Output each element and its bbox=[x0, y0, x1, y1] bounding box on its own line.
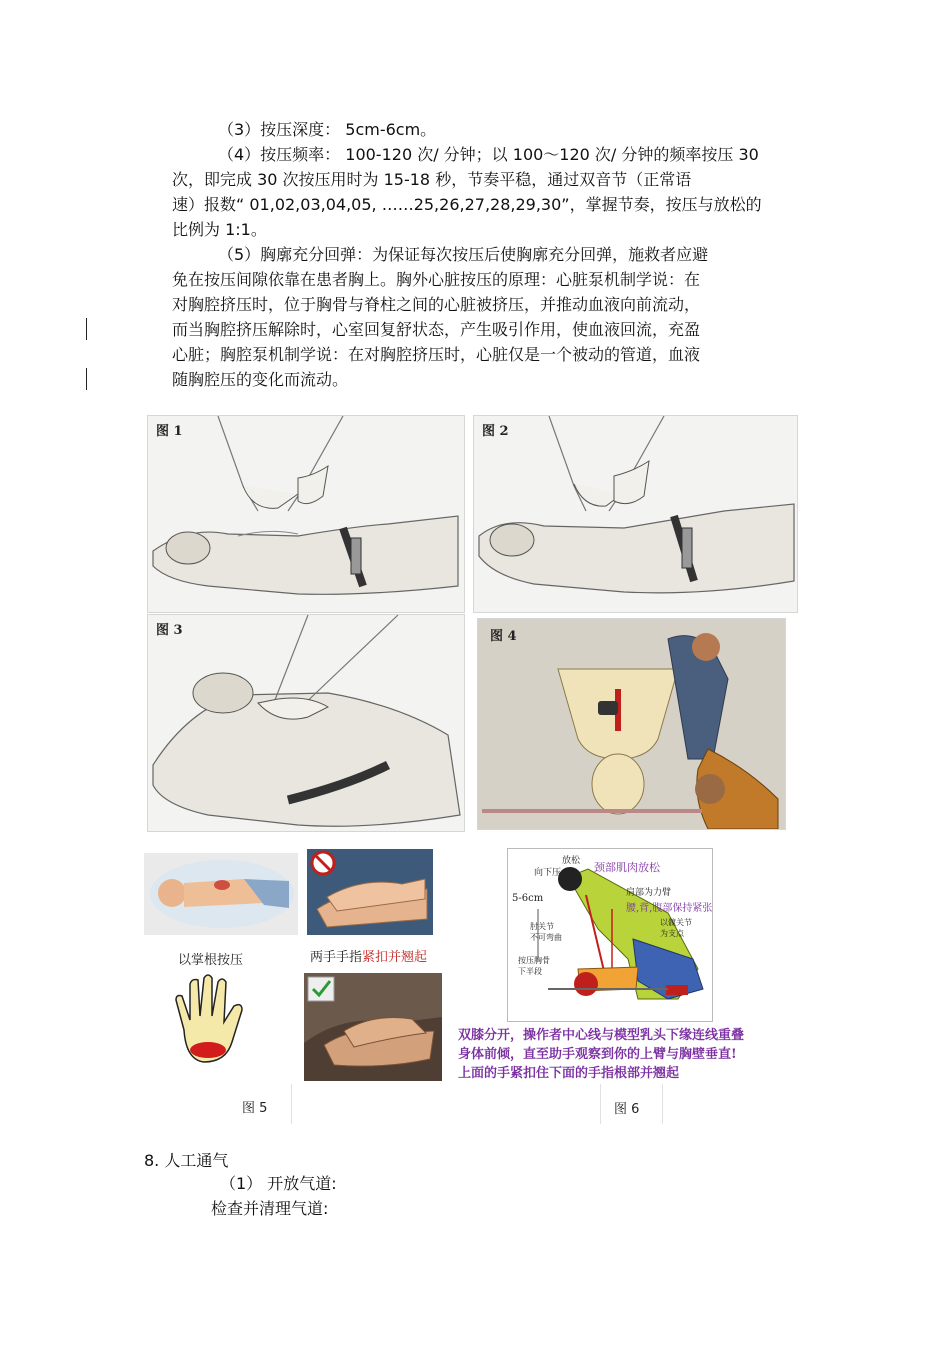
figure-6-label: 图 6 bbox=[614, 1102, 640, 1117]
tag-shoulder-lever: 肩部为力臂 bbox=[626, 888, 672, 898]
para-rate-line1: （4）按压频率： 100-120 次/ 分钟；以 100～120 次/ 分钟的频率按压 30 bbox=[218, 145, 759, 164]
figure-panel-1 bbox=[147, 415, 465, 613]
para-recoil-line2: 免在按压间隙依靠在患者胸上。胸外心脏按压的原理：心脏泵机制学说：在 bbox=[172, 270, 701, 289]
note-line-3: 上面的手紧扣住下面的手指根部并翘起 bbox=[458, 1066, 680, 1081]
hands-interlocked-illustration bbox=[304, 973, 442, 1081]
para-recoil-line1: （5）胸廓充分回弹：为保证每次按压后使胸廓充分回弹，施救者应避 bbox=[218, 245, 709, 264]
caption-fingers-b: 紧扣并翘起 bbox=[362, 950, 428, 965]
palm-diagram bbox=[168, 970, 252, 1066]
note-line-1: 双膝分开，操作者中心线与模型乳头下缘连线重叠 bbox=[458, 1028, 745, 1043]
photo-hands-correct bbox=[304, 973, 442, 1081]
posture-diagram bbox=[507, 848, 713, 1022]
tag-neck-relax: 颈部肌肉放松 bbox=[594, 861, 660, 874]
tag-press-down: 向下压 bbox=[534, 868, 562, 878]
para-rate-line3: 速）报数“ 01,02,03,04,05, ……25,26,27,28,29,30”，掌握节奏，按压与放松的 bbox=[172, 195, 762, 214]
tag-sternum-lower: 按压胸骨 下半段 bbox=[518, 956, 550, 976]
divider bbox=[291, 1084, 292, 1124]
section-heading-ventilation: 8. 人工通气 bbox=[144, 1151, 229, 1170]
figure-label-2: 图 2 bbox=[482, 424, 509, 439]
change-bar bbox=[86, 318, 87, 340]
palm-heel-icon bbox=[168, 970, 252, 1066]
figure-label-1: 图 1 bbox=[156, 424, 183, 439]
para-depth: （3）按压深度： 5cm-6cm。 bbox=[218, 120, 437, 139]
tag-depth: 5-6cm bbox=[512, 893, 544, 904]
cpr-sketch-hand-position bbox=[148, 416, 464, 612]
figure-label-3: 图 3 bbox=[156, 623, 183, 638]
tag-elbow-straight: 肘关节 不可弯曲 bbox=[530, 922, 562, 942]
subsection-open-airway: （1） 开放气道: bbox=[220, 1174, 337, 1193]
caption-fingers-a: 两手手指 bbox=[310, 950, 363, 965]
para-rate-line4: 比例为 1:1。 bbox=[172, 220, 267, 239]
divider bbox=[600, 1084, 601, 1124]
para-recoil-line5: 心脏；胸腔泵机制学说：在对胸腔挤压时，心脏仅是一个被动的管道，血液 bbox=[172, 345, 701, 364]
cpr-diagram-chest-compression bbox=[478, 619, 785, 829]
tag-hip-fulcrum: 以髋关节 为支点 bbox=[660, 918, 692, 938]
photo-torso bbox=[144, 853, 298, 935]
photo-hands-wrong bbox=[307, 849, 433, 935]
note-line-2: 身体前倾，直至助手观察到你的上臂与胸壁垂直! bbox=[458, 1047, 737, 1062]
tag-core-tight: 腰,背,腹部保持紧张 bbox=[626, 903, 713, 914]
text-block bbox=[172, 117, 812, 392]
divider bbox=[662, 1084, 663, 1124]
tag-relax: 放松 bbox=[562, 856, 581, 866]
caption-fingers-interlock bbox=[310, 946, 427, 965]
para-recoil-line6: 随胸腔压的变化而流动。 bbox=[172, 370, 349, 389]
cpr-sketch-hand-stacked bbox=[474, 416, 797, 612]
subsection-clear-airway: 检查并清理气道: bbox=[211, 1199, 329, 1218]
para-recoil-line4: 而当胸腔挤压解除时，心室回复舒状态，产生吸引作用，使血液回流，充盈 bbox=[172, 320, 701, 339]
figure-panel-4 bbox=[477, 618, 786, 830]
torso-illustration bbox=[144, 853, 298, 935]
figure-panel-2 bbox=[473, 415, 798, 613]
figure-panel-3 bbox=[147, 614, 465, 832]
para-recoil-line3: 对胸腔挤压时，位于胸骨与脊柱之间的心脏被挤压，并推动血液向前流动， bbox=[172, 295, 701, 314]
para-rate-line2: 次，即完成 30 次按压用时为 15-18 秒，节奏平稳，通过双音节（正常语 bbox=[172, 170, 692, 189]
caption-heel-press: 以掌根按压 bbox=[178, 953, 244, 968]
figure-5-label: 图 5 bbox=[242, 1101, 268, 1116]
hands-stacked-illustration bbox=[307, 849, 433, 935]
change-bar bbox=[86, 368, 87, 390]
cpr-sketch-interlocked-hands bbox=[148, 615, 464, 831]
figure-label-4: 图 4 bbox=[490, 629, 517, 644]
